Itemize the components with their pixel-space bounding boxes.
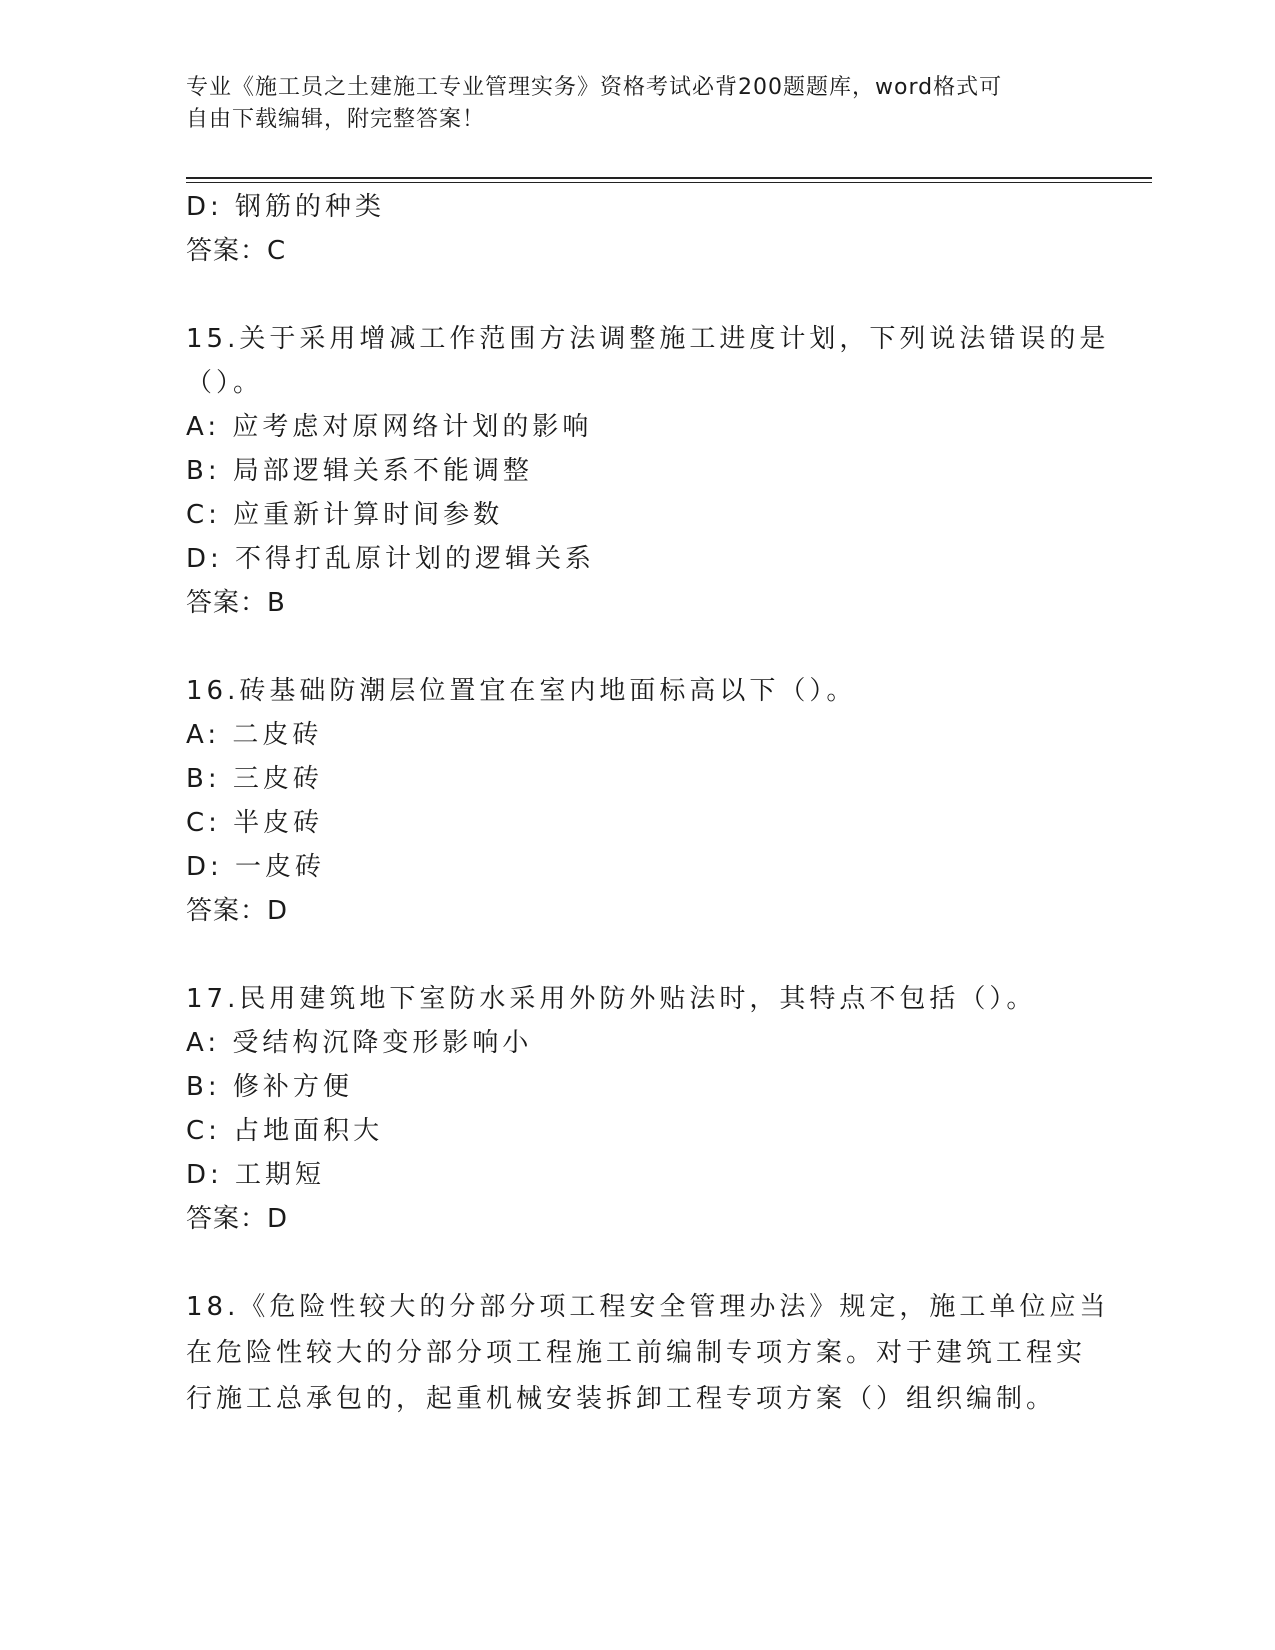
q16-answer: 答案：D bbox=[186, 896, 289, 926]
q17-stem: 17.民用建筑地下室防水采用外防外贴法时，其特点不包括（）。 bbox=[186, 984, 1037, 1014]
q16-option-c: C: 半皮砖 bbox=[186, 808, 324, 838]
q18-stem-line-2: 在危险性较大的分部分项工程施工前编制专项方案。对于建筑工程实 bbox=[186, 1338, 1087, 1368]
prev-answer: 答案：C bbox=[186, 236, 287, 266]
q17-answer: 答案：D bbox=[186, 1204, 289, 1234]
q15-option-b: B: 局部逻辑关系不能调整 bbox=[186, 456, 533, 486]
q15-option-c: C: 应重新计算时间参数 bbox=[186, 500, 504, 530]
q17-option-c: C: 占地面积大 bbox=[186, 1116, 384, 1146]
q16-option-d: D: 一皮砖 bbox=[186, 852, 326, 882]
q18-stem-line-1: 18.《危险性较大的分部分项工程安全管理办法》规定，施工单位应当 bbox=[186, 1292, 1110, 1322]
q16-option-a: A: 二皮砖 bbox=[186, 720, 323, 750]
header-line-2: 自由下载编辑，附完整答案！ bbox=[186, 107, 486, 132]
q15-stem-line-2: （）。 bbox=[186, 368, 264, 398]
q17-option-b: B: 修补方便 bbox=[186, 1072, 353, 1102]
q17-option-a: A: 受结构沉降变形影响小 bbox=[186, 1028, 533, 1058]
q15-answer: 答案：B bbox=[186, 588, 286, 618]
header-rule-thin bbox=[186, 182, 1152, 183]
q15-stem-line-1: 15.关于采用增减工作范围方法调整施工进度计划，下列说法错误的是 bbox=[186, 324, 1110, 354]
q15-option-a: A: 应考虑对原网络计划的影响 bbox=[186, 412, 593, 442]
q17-option-d: D: 工期短 bbox=[186, 1160, 326, 1190]
header-line-1: 专业《施工员之土建施工专业管理实务》资格考试必背200题题库，word格式可 bbox=[186, 75, 1003, 100]
q16-option-b: B: 三皮砖 bbox=[186, 764, 323, 794]
prev-option-d: D: 钢筋的种类 bbox=[186, 192, 386, 222]
q16-stem: 16.砖基础防潮层位置宜在室内地面标高以下（）。 bbox=[186, 676, 857, 706]
header-rule-thick bbox=[186, 177, 1152, 179]
q15-option-d: D: 不得打乱原计划的逻辑关系 bbox=[186, 544, 596, 574]
q18-stem-line-3: 行施工总承包的，起重机械安装拆卸工程专项方案（）组织编制。 bbox=[186, 1384, 1057, 1414]
document-header bbox=[186, 72, 1066, 136]
